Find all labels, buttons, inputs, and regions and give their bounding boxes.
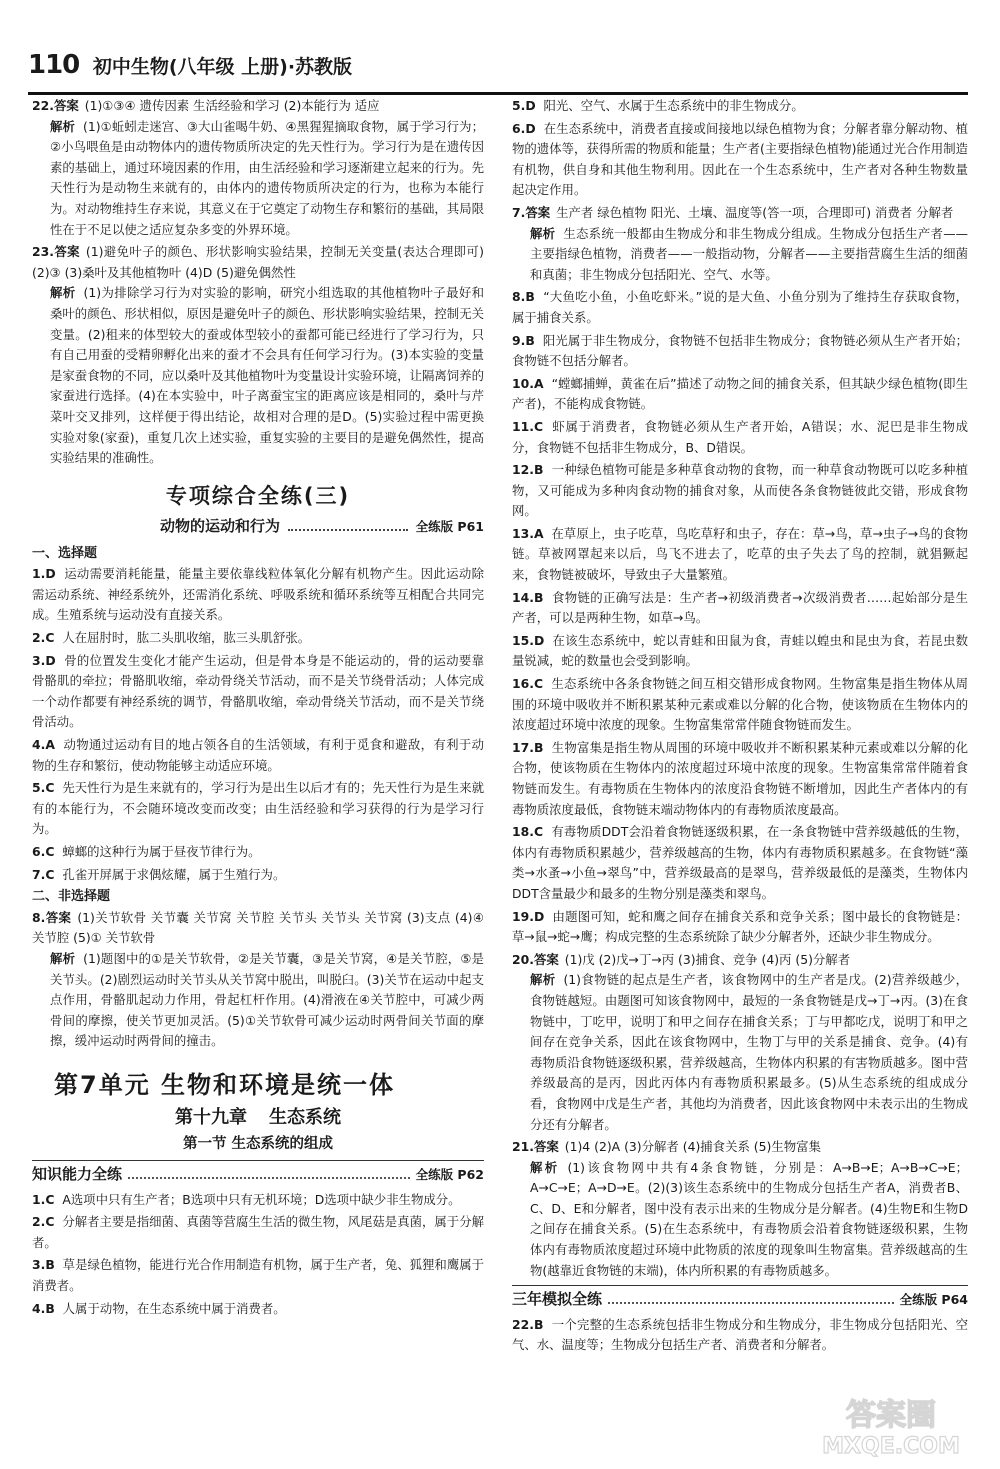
entry-text: 有毒物质DDT会沿着食物链逐级积累，在一条食物链中营养级越低的生物，体内有毒物质积累越少，营养级越高的生物，体内有毒物质积累越多。在食物链“藻类→水蚤→小鱼→翠鸟”中，营养级最高的是翠鸟，营养级最低的是藻类，生物体内DDT含量最少和最多的生物分别是藻类和翠鸟。 (512, 824, 968, 901)
entry-text: 在生态系统中，消费者直接或间接地以绿色植物为食；分解者靠分解动物、植物的遗体等，获得所需的物质和能量；生产者(主要指绿色植物)能通过光合作用制造有机物，供自身和其他生物利用。因此在一个生态系统中，生产者对各种生物数量起决定作用。 (512, 120, 968, 198)
page-header (28, 50, 968, 95)
answer-entry (32, 1212, 484, 1253)
watermark-logo (796, 1391, 986, 1461)
answer-entry-21 (512, 1137, 968, 1281)
chapter-name: 生态系统 (269, 1106, 341, 1128)
answer-entry (32, 628, 484, 649)
lesson-title: 第一节 生态系统的组成 (182, 1135, 334, 1152)
answer-entry (512, 631, 968, 672)
explanation-tag: 解析 (50, 118, 75, 134)
answer-entry (32, 1255, 484, 1296)
entry-number: 12.B (512, 462, 544, 478)
chapter-title (32, 1104, 484, 1132)
answer-entry-7 (512, 203, 968, 285)
entry-text: 在草原上，虫子吃草，鸟吃草籽和虫子，存在：草→鸟，草→虫子→鸟的食物链。草被网罩起来以后，鸟飞不进去了，吃草的虫子失去了鸟的控制，就猖獗起来，食物链被破坏，导致虫子大量繁殖。 (512, 525, 968, 583)
answer-entry (512, 738, 968, 820)
answer-text: (1)①③④ 遗传因素 生活经验和学习 (2)本能行为 适应 (84, 98, 380, 113)
entry-number: 23. (32, 244, 54, 260)
answer-tag: 答案 (533, 1139, 559, 1155)
answer-tag: 答案 (45, 909, 72, 925)
entry-text: 孔雀开屏属于求偶炫耀，属于生殖行为。 (62, 866, 286, 882)
entry-text: “螳螂捕蝉，黄雀在后”描述了动物之间的捕食关系，但其缺少绿色植物(即生产者)，不能构成食物链。 (512, 375, 968, 412)
explanation-tag: 解析 (50, 950, 76, 966)
entry-number: 15.D (512, 632, 545, 648)
section-label: 一、选择题 (32, 545, 98, 561)
entry-number: 11.C (512, 418, 544, 434)
explanation-text: (1)①蚯蚓走迷宫、③大山雀喝牛奶、④黑猩猩摘取食物，属于学习行为；②小鸟喂鱼是由动物体内的遗传物质所决定的先天性行为。学习行为是在遗传因素的基础上，通过环境因素的作用，由生活经验和学习逐渐建立起来的行为。先天性行为是动物生来就有的，由体内的遗传物质所决定的行为，也称为本能行为。对动物维持生存来说，其意义在于它奠定了动物生存和繁衍的基础，其局限性在于不足以使之适应复杂多变的外界环境。 (50, 118, 484, 237)
entry-number: 4.A (32, 737, 55, 753)
entry-text: 生物富集是指生物从周围的环境中吸收并不断积累某种元素或难以分解的化合物，使该物质在生物体内的浓度超过环境中浓度的现象。生物富集常常伴随着食物链而发生。有毒物质在生物体内的浓度沿食物链不断增加，因此生产者体内的有毒物质浓度最低，食物链末端动物体内的有毒物质浓度最高。 (512, 739, 968, 817)
dot-leader (608, 1302, 894, 1304)
entry-text: 骨的位置发生变化才能产生运动，但是骨本身是不能运动的，骨的运动要靠骨骼肌的牵拉；骨骼肌收缩，牵动骨绕关节活动，而不是关节绕骨活动；人体完成一个动作都要有神经系统的调节，骨骼肌收缩，牵动骨绕关节活动，而不是关节绕骨活动。 (32, 652, 484, 730)
section-label: 二、非选择题 (32, 889, 111, 905)
page-reference: 全练版 P62 (415, 1166, 484, 1182)
answer-entry (32, 735, 484, 776)
entry-number: 14.B (512, 589, 544, 605)
entry-number: 1.C (32, 1191, 55, 1207)
watermark-text: 答案圈 (846, 1398, 936, 1433)
dot-leader (128, 1177, 410, 1179)
block-heading (32, 1160, 484, 1186)
book-title: 初中生物(八年级 上册)·苏教版 (92, 56, 353, 78)
explanation (512, 970, 968, 1135)
entry-number: 7. (512, 204, 526, 220)
explanation (32, 117, 484, 241)
explanation-tag: 解析 (530, 972, 556, 988)
explanation-text: (1)该食物网中共有4条食物链，分别是：A→B→E；A→B→C→E；A→C→E；A→D→E。(2)(3)该生态系统中的生物成分包括生产者A，消费者B、C、D、E和分解者，图中没有表示出来的生物成分是分解者。(4)生物E和生物D之间存在捕食关系。(5)在生态系统中，有毒物质会沿着食物链逐级积累，生物体内有毒物质浓度超过环境中此物质的浓度的现象叫生物富集。营养级越高的生物(越靠近食物链的末端)，体内所积累的有毒物质越多。 (530, 1159, 968, 1278)
chapter-number: 第十九章 (175, 1106, 247, 1128)
answer-entry-8 (32, 908, 484, 1052)
entry-text: 在该生态系统中，蛇以青蛙和田鼠为食，青蛙以蝗虫和昆虫为食，若昆虫数量锐减，蛇的数量也会受到影响。 (512, 632, 968, 669)
page-reference: 全练版 P64 (899, 1292, 968, 1308)
answer-entry (32, 651, 484, 733)
entry-number: 13.A (512, 525, 544, 541)
block-heading (512, 1285, 968, 1311)
entry-number: 6.C (32, 844, 55, 859)
answer-entry (32, 865, 484, 886)
entry-text: 蟑螂的这种行为属于昼夜节律行为。 (62, 844, 261, 859)
block-title: 三年模拟全练 (512, 1290, 603, 1309)
entry-text: 由题图可知，蛇和鹰之间存在捕食关系和竞争关系；图中最长的食物链是：草→鼠→蛇→鹰；构成完整的生态系统除了缺少分解者外，还缺少非生物成分。 (512, 908, 968, 945)
entry-text: 虾属于消费者，食物链必须从生产者开始，A错误；水、泥巴是非生物成分，食物链不包括非生物成分，B、D错误。 (512, 418, 968, 455)
explanation-text: 生态系统一般都由生物成分和非生物成分组成。生物成分包括生产者——主要指绿色植物，消费者——一般指动物，分解者——主要指营腐生生活的细菌和真菌；非生物成分包括阳光、空气、水等。 (530, 225, 968, 282)
entry-text: 一个完整的生态系统包括非生物成分和生物成分，非生物成分包括阳光、空气、水、温度等；生物成分包括生产者、消费者和分解者。 (512, 1316, 968, 1353)
entry-text: 动物通过运动有目的地占领各自的生活领域，有利于觅食和避敌，有利于动物的生存和繁衍，使动物能够主动适应环境。 (32, 737, 484, 773)
explanation-tag: 解析 (50, 285, 76, 301)
answer-text: 生产者 绿色植物 阳光、土壤、温度等(答一项，合理即可) 消费者 分解者 (556, 204, 954, 220)
explanation (32, 283, 484, 468)
entry-number: 22. (32, 98, 54, 113)
answer-entry-20 (512, 950, 968, 1135)
answer-entry (32, 778, 484, 840)
entry-text: 食物链的正确写法是：生产者→初级消费者→次级消费者……起始部分是生产者，可以是两种生物，如草→鸟。 (512, 589, 968, 626)
explanation (512, 1158, 968, 1282)
entry-number: 2.C (32, 630, 55, 646)
entry-number: 17.B (512, 739, 544, 755)
entry-number: 9.B (512, 332, 535, 348)
entry-number: 8. (32, 909, 46, 925)
entry-text: 人属于动物，在生态系统中属于消费者。 (62, 1300, 286, 1316)
explanation-text: (1)题图中的①是关节软骨，②是关节囊，③是关节窝，④是关节腔，⑤是关节头。(2)剧烈运动时关节头从关节窝中脱出，叫脱臼。(3)关节在运动中起支点作用，骨骼肌起动力作用，骨起杠杆作用。(4)滑液在④关节腔中，可减少两骨间的摩擦，使关节更加灵活。(5)①关节软骨可减少运动时两骨间关节面的摩擦，缓冲运动时两骨间的撞击。 (50, 950, 484, 1049)
answer-text: (1)4 (2)A (3)分解者 (4)捕食关系 (5)生物富集 (564, 1139, 821, 1155)
answer-tag: 答案 (533, 951, 559, 967)
entry-number: 3.B (32, 1257, 55, 1273)
entry-text: 草是绿色植物，能进行光合作用制造有机物，属于生产者，兔、狐狸和鹰属于消费者。 (32, 1257, 484, 1293)
entry-text: A选项中只有生产者；B选项中只有无机环境；D选项中缺少非生物成分。 (62, 1191, 461, 1207)
entry-number: 19.D (512, 908, 545, 924)
answer-text: (1)戊 (2)戊→丁→丙 (3)捕食、竞争 (4)丙 (5)分解者 (564, 951, 851, 967)
entry-number: 2.C (32, 1214, 55, 1230)
entry-text: 一种绿色植物可能是多种草食动物的食物，而一种草食动物既可以吃多种植物，又可能成为多种肉食动物的捕食对象，从而使各条食物链彼此交错，形成食物网。 (512, 462, 968, 519)
answer-text: (1)避免叶子的颜色、形状影响实验结果，控制无关变量(表达合理即可) (2)③ (3)桑叶及其他植物叶 (4)D (5)避免偶然性 (32, 244, 484, 280)
entry-text: 先天性行为是生来就有的，学习行为是出生以后才有的；先天性行为是生来就有的本能行为，不会随环境改变而改变；由生活经验和学习获得的行为是学习行为。 (32, 780, 484, 837)
explanation-text: (1)为排除学习行为对实验的影响，研究小组选取的其他植物叶子最好和桑叶的颜色、形状相似，原因是避免叶子的颜色、形状影响实验结果，控制无关变量。(2)租来的体型较大的蚕或体型较小的蚕都可能已经进行了学习行为，只有自己用蚕的受精卵孵化出来的蚕才不会具有任何学习行为。(3)本实验的变量是家蚕食物的不同，应以桑叶及其他植物叶为变量设计实验环境，让隔离饲养的家蚕进行选择。(4)在本实验中，叶子离蚕宝宝的距离应该是相同的，桑叶与芹菜叶交叉排列，这样便于得出结论，故相对合理的是D。(5)实验过程中需更换实验对象(家蚕)，重复几次上述实验，重复实验的主要目的是避免偶然性，提高实验结果的准确性。 (50, 285, 484, 466)
right-column (512, 96, 968, 1454)
entry-number: 3.D (32, 652, 56, 668)
answer-entry (512, 417, 968, 458)
answer-entry (32, 564, 484, 626)
answer-entry (512, 331, 968, 372)
answer-entry (32, 1299, 484, 1320)
answer-entry (512, 588, 968, 629)
left-column (32, 96, 484, 1454)
section-subheading (32, 515, 484, 538)
explanation-text: (1)食物链的起点是生产者，该食物网中的生产者是戊。(2)营养级越少，食物链越短。由题图可知该食物网中，最短的一条食物链是戊→丁→丙。(3)在食物链中，丁吃甲，说明丁和甲之间存在捕食关系；丁与甲都吃戊，说明丁和甲之间存在竞争关系，因此在该食物网中，生物丁与甲的关系是捕食、竞争。(4)有毒物质沿食物链逐级积累，营养级越高，生物体内积累的有害物质越多。图中营养级最高的是丙，因此丙体内有毒物质积累最多。(5)从生态系统的组成成分看，食物网中戊是生产者，其他均为消费者，因此该食物网中未表示出的生物成分还有分解者。 (530, 972, 968, 1132)
answer-tag: 答案 (53, 244, 80, 260)
entry-number: 16.C (512, 676, 544, 692)
dot-leader (288, 529, 408, 531)
entry-number: 20. (512, 951, 534, 967)
page-number: 110 (28, 50, 80, 80)
answer-entry (512, 1315, 968, 1356)
entry-number: 5.C (32, 780, 55, 796)
entry-number: 21. (512, 1139, 534, 1155)
entry-text: 运动需要消耗能量，能量主要依靠线粒体氧化分解有机物产生。因此运动除需运动系统、神经系统外，还需消化系统、呼吸系统和循环系统等互相配合共同完成。生殖系统与运动没有直接关系。 (32, 566, 484, 623)
answer-entry (512, 374, 968, 415)
entry-text: 人在屈肘时，肱二头肌收缩，肱三头肌舒张。 (62, 630, 311, 646)
answer-entry (512, 674, 968, 736)
explanation-tag: 解析 (530, 1159, 560, 1175)
entry-number: 18.C (512, 824, 544, 840)
entry-number: 8.B (512, 289, 535, 305)
entry-number: 6.D (512, 120, 536, 136)
subheading-title: 动物的运动和行为 (160, 516, 281, 535)
answer-entry (512, 96, 968, 117)
block-title: 知识能力全练 (32, 1164, 123, 1183)
answer-entry (32, 1190, 484, 1211)
section-heading: 专项综合全练(三) (165, 483, 351, 508)
entry-text: 阳光属于非生物成分，食物链不包括非生物成分；食物链必须从生产者开始；食物链不包括分解者。 (512, 332, 968, 369)
entry-number: 22.B (512, 1316, 544, 1332)
answer-tag: 答案 (525, 204, 551, 220)
answer-entry (512, 907, 968, 948)
entry-number: 7.C (32, 866, 55, 882)
entry-number: 4.B (32, 1300, 55, 1316)
answer-entry-22 (32, 96, 484, 240)
answer-entry-23 (32, 242, 484, 469)
unit-title: 第7单元 生物和环境是统一体 (54, 1070, 396, 1099)
answer-text: (1)关节软骨 关节囊 关节窝 关节腔 关节头 关节头 关节窝 (3)支点 (4)④ 关节腔 (5)① 关节软骨 (32, 909, 484, 946)
explanation-tag: 解析 (530, 225, 556, 241)
explanation (32, 949, 484, 1052)
answer-entry (512, 822, 968, 904)
entry-text: “大鱼吃小鱼，小鱼吃虾米。”说的是大鱼、小鱼分别为了维持生存获取食物，属于捕食关系。 (512, 289, 968, 325)
entry-text: 生态系统中各条食物链之间互相交错形成食物网。生物富集是指生物体从周围的环境中吸收并不断积累某种元素或难以分解的化合物，使该物质在生物体内的浓度超过环境中浓度的现象。生物富集常常伴随食物链而发生。 (512, 676, 968, 733)
answer-entry (512, 460, 968, 522)
entry-text: 阳光、空气、水属于生态系统中的非生物成分。 (543, 98, 804, 113)
answer-tag: 答案 (53, 98, 79, 113)
entry-number: 5.D (512, 98, 536, 113)
answer-entry (512, 287, 968, 328)
entry-number: 1.D (32, 566, 56, 582)
explanation (512, 224, 968, 286)
entry-text: 分解者主要是指细菌、真菌等营腐生生活的微生物，风尾菇是真菌，属于分解者。 (32, 1214, 484, 1250)
answer-entry (32, 842, 484, 863)
watermark-url: MXQE.COM (822, 1434, 960, 1459)
entry-number: 10.A (512, 375, 544, 391)
answer-entry (512, 524, 968, 586)
page-reference: 全练版 P61 (415, 518, 484, 534)
answer-entry (512, 119, 968, 201)
